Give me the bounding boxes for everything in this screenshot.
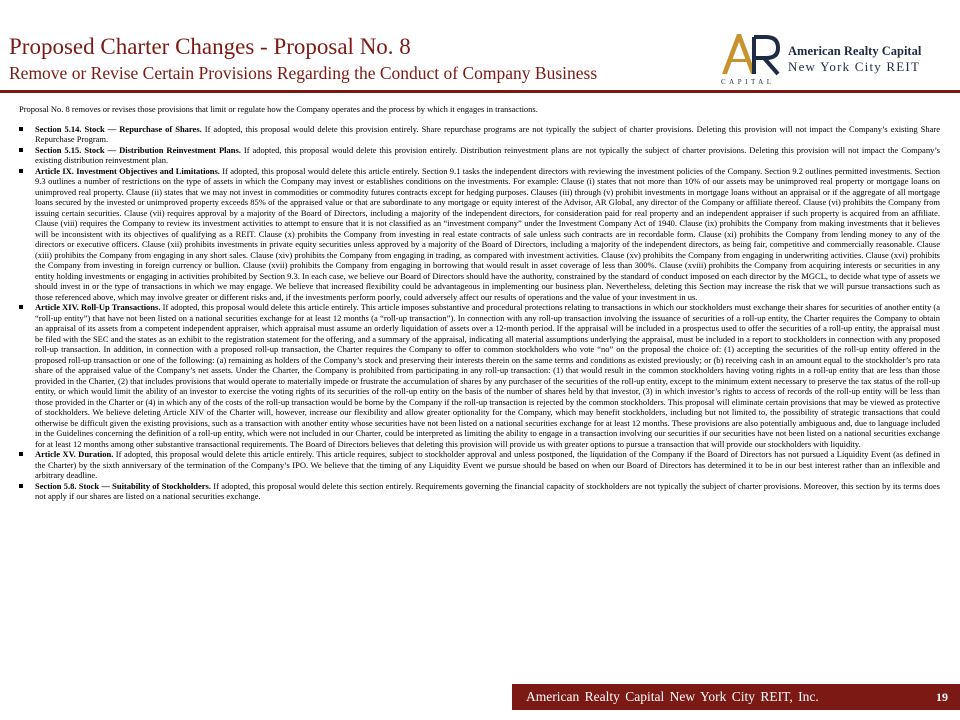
- company-logo: [718, 29, 954, 85]
- logo-capital-text: CAPITAL: [721, 78, 775, 85]
- page-number: 19: [936, 690, 948, 704]
- page-title: Proposed Charter Changes - Proposal No. 8: [9, 34, 411, 59]
- provision-list: [19, 124, 940, 502]
- list-item: [19, 302, 940, 449]
- list-item: [19, 449, 940, 481]
- square-bullet-icon: [19, 127, 23, 131]
- page-subtitle: Remove or Revise Certain Provisions Regarding the Conduct of Company Business: [9, 63, 598, 83]
- footer-bar: [512, 684, 960, 710]
- list-item: [19, 124, 940, 145]
- item-text: If adopted, this proposal would delete this article entirely. Section 9.1 tasks the independent directors with reviewing the investment policies of the Company. Section 9.2 outlines permitted investments. Section 9.3 outlines a number of restrictions on the type of assets in which the Company may invest or establishes conditions on the investments. For example: Clause (i) states that not more than 10% of our assets may be unimproved real property or mortgage loans on unimproved real property. Clause (ii) states that we may not invest in commodities or commodity futures contracts except for hedging purposes. Clauses (iii) through (v) prohibit investments in mortgage loans without an appraisal or if the aggregate of all mortgage loans secured by the invested or unimproved property exceeds 85% of the appraised value or that are subordinate to any mortgage or equity interest of the Advisor, AR Global, any director of the Company or affiliate thereof. Clause (vi) prohibits the Company from issuing certain securities. Clause (vii) requires approval by a majority of the Board of Directors, including a majority of the independent directors, for consideration paid for real property and an independent appraiser if such property is acquired from an affiliate. Clause (viii) requires the Company to review its investment activities to attempt to ensure that it is not classified as an “investment company” under the Investment Company Act of 1940. Clause (ix) prohibits the Company from making investments that it believes will be inconsistent with its objectives of qualifying as a REIT. Clause (x) prohibits the Company from investing in real estate contracts of sale unless such contracts are in recordable form. Clause (xi) prohibits the Company from lending money to any of the directors or executive officers. Clause (xii) prohibits investments in private equity securities unless approved by a majority of the Board of Directors, including a majority of the independent directors, as being fair, competitive and commercially reasonable. Clause (xiii) prohibits the Company from engaging in any short sales. Clause (xiv) prohibits the Company from engaging in trading, as compared with investment activities. Clause (xv) prohibits the Company from engaging in underwriting activities. Clause (xvi) prohibits the Company from investing in foreign currency or bullion. Clause (xvii) prohibits the Company from engaging in borrowing that would result in asset coverage of less than 300%. Clause (xviii) prohibits the Company from acquiring interests or securities in any entity holding investments or engaging in activities prohibited by Section 9.3. In each case, we believe our Board of Directors should have the authority, constrained by the standard of conduct imposed on each director by the MGCL, to decide what type of assets we should invest in or the type of transactions in which we may engage. We believe that increased flexibility could be advantageous in implementing our business plan. Nevertheless, deleting this Section may increase the risk that we will pursue transactions such as those referenced above, which may involve greater or different risks and, if the investments perform poorly, could adversely affect our results of operations and the value of your investment in us.: [35, 165, 940, 302]
- intro-paragraph: Proposal No. 8 removes or revises those provisions that limit or regulate how the Company operates and the process by which it engages in transactions.: [19, 104, 538, 114]
- item-heading: Article IX. Investment Objectives and Limitations.: [35, 165, 220, 176]
- list-item: [19, 166, 940, 303]
- ar-monogram-icon: [718, 29, 784, 85]
- list-item: [19, 145, 940, 166]
- item-heading: Section 5.14. Stock — Repurchase of Shares.: [35, 123, 202, 134]
- document-body: [19, 104, 940, 502]
- item-heading: Article XIV. Roll-Up Transactions.: [35, 302, 161, 312]
- item-text: If adopted, this proposal would delete this article entirely. This article requires, subject to stockholder approval and unless postponed, the liquidation of the Company if the Board of Directors has not pursued a Liquidity Event (as defined in the Charter) by the sixth anniversary of the termination of the Company’s IPO. We believe that the timing of any Liquidity Event we pursue should be based on when our Board of Directors has determined it to be in our best interest rather than an inflexible and arbitrary deadline.: [35, 449, 940, 480]
- item-heading: Section 5.8. Stock — Suitability of Stockholders.: [35, 480, 211, 491]
- square-bullet-icon: [19, 169, 23, 173]
- item-text: If adopted, this proposal would delete this section entirely. Requirements governing the financial capacity of stockholders are not typically the subject of charter provisions. Moreover, this section by its terms does not apply if our shares are listed on a national securities exchange.: [35, 480, 940, 501]
- item-heading: Section 5.15. Stock — Distribution Reinvestment Plans.: [35, 144, 241, 155]
- square-bullet-icon: [19, 452, 23, 456]
- header-divider: [0, 90, 960, 93]
- logo-fund-name: New York City REIT: [788, 59, 921, 74]
- square-bullet-icon: [19, 484, 23, 488]
- footer-company-name: American Realty Capital New York City REIT, Inc.: [526, 689, 819, 704]
- logo-company-name: American Realty Capital: [788, 44, 922, 58]
- square-bullet-icon: [19, 148, 23, 152]
- item-text: If adopted, this proposal would delete this article entirely. This article imposes substantive and procedural protections relating to transactions in which our stockholders must exchange their shares for securities of another entity (a “roll-up entity”) that have not been listed on a national securities exchange for at least 12 months (a “roll-up transaction”). In connection with any roll-up transaction involving the issuance of securities of a roll-up entity, the Charter requires the Company to obtain an appraisal of its assets from a competent independent appraiser, which appraisal must assume an orderly liquidation of assets over a 12-month period. If the appraisal will be included in a prospectus used to offer the securities of a roll-up entity, the appraisal must be filed with the SEC and the states as an exhibit to the registration statement for the offering, and a summary of the appraisal, indicating all material assumptions underlying the appraisal, must be included in a report to stockholders in connection with any proposed roll-up transaction. In addition, in connection with a proposed roll-up transaction, the Charter requires the Company to offer to common stockholders who vote “no” on the proposal the choice of: (1) accepting the securities of the roll-up entity offered in the proposed roll-up transaction or one of the following: (a) remaining as holders of the Company’s stock and preserving their interests therein on the same terms and conditions as existed previously; or (b) receiving cash in an amount equal to the stockholder’s pro rata share of the appraised value of the Company’s net assets. Under the Charter, the Company is prohibited from participating in any roll-up transaction: (1) that would result in the common stockholders having voting rights in a roll-up entity that are less than those provided in the Charter, (2) that includes provisions that would operate to materially impede or frustrate the accumulation of shares by any purchaser of the securities of the roll-up entity, except to the minimum extent necessary to preserve the tax status of the roll-up entity, or which would limit the ability of an investor to exercise the voting rights of its securities of the roll-up entity on the basis of the number of shares held by that investor, (3) in which investor’s rights to access of records of the roll-up entity will be less than those provided in the Charter or (4) in which any of the costs of the roll-up transaction would be borne by the Company if the roll-up transaction is rejected by the common stockholders. This proposal will eliminate certain provisions that may be viewed as protective of stockholders. We believe deleting Article XIV of the Charter will, however, increase our flexibility and allow greater optionality for the Company, which may benefit stockholders, including but not limited to, the possibility of strategic transactions that could otherwise be difficult given the existing provisions, such as a transaction with another entity whose securities have not been listed on a national securities exchange for at least 12 months. These provisions are also potentially ambiguous and, due to language included in the Guidelines concerning the definition of a roll-up entity, which were not included in our Charter, could be interpreted as limiting the ability to engage in a transaction involving our securities if our securities have not been listed on a national securities exchange for at least 12 months among other substantive transactional requirements. The Board of Directors believes that deleting this provision will provide us with greater options to pursue a transaction that will provide our stockholders with liquidity.: [35, 302, 941, 449]
- square-bullet-icon: [19, 305, 23, 309]
- item-text: If adopted, this proposal would delete this provision entirely. Distribution reinvestment plans are not typically the subject of charter provisions. Deleting this provision will not impact the Company’s existing distribution reinvestment plan.: [35, 144, 940, 165]
- list-item: [19, 481, 940, 502]
- item-text: If adopted, this proposal would delete this provision entirely. Share repurchase programs are not typically the subject of charter provisions. Deleting this provision will not impact the Company’s existing Share Repurchase Program.: [35, 123, 940, 144]
- item-heading: Article XV. Duration.: [35, 449, 114, 459]
